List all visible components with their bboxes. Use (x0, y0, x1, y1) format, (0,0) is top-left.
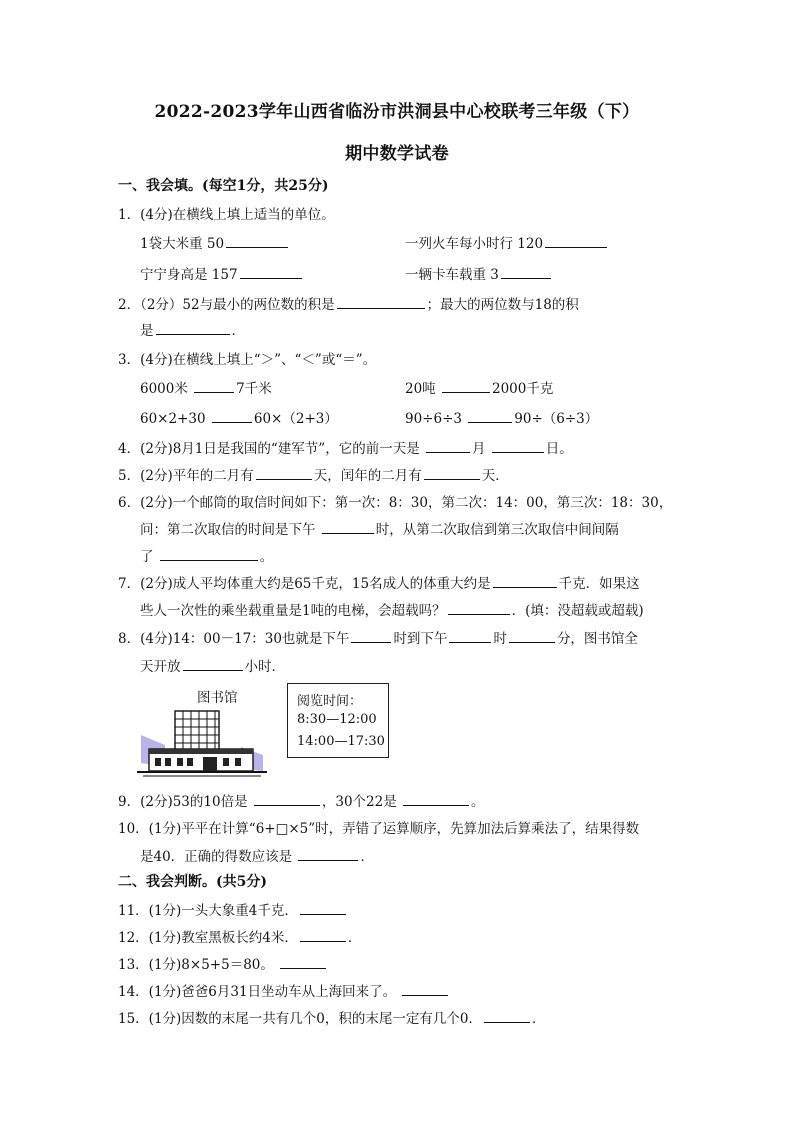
q5-line (118, 464, 509, 484)
q15-end: ． (531, 1011, 546, 1027)
answer-blank[interactable] (426, 439, 470, 453)
q3-a-right: 7千米 (236, 381, 272, 397)
q8-line2 (140, 655, 285, 675)
q5-part3: 天． (481, 468, 509, 484)
q13-line (118, 953, 328, 973)
q6-part1: 问：第二次取信的时间是下午 (140, 522, 316, 538)
answer-blank[interactable] (484, 1009, 530, 1023)
q10-part2: 是40．正确的得数应该是 (140, 849, 293, 865)
q3-a-left: 6000米 (140, 381, 188, 397)
answer-blank[interactable] (402, 982, 448, 996)
answer-blank[interactable] (442, 379, 490, 393)
hours-afternoon: 14:00—17:30 (297, 734, 385, 749)
answer-blank[interactable] (337, 295, 425, 309)
q1-item-c (140, 263, 304, 283)
answer-blank[interactable] (501, 265, 551, 279)
q3-c-right: 60×（2+3） (253, 411, 338, 427)
q8-part1: 8．(4分)14：00－17：30也就是下午 (118, 631, 350, 647)
q4-line (118, 437, 573, 457)
q12-end: ． (347, 930, 362, 946)
q3-b-right: 2000千克 (491, 381, 554, 397)
answer-blank[interactable] (448, 601, 510, 615)
q3-item-a (140, 377, 272, 397)
q12-text: 12．(1分)教室黑板长约4米． (118, 930, 298, 946)
q6-line1: 6．(2分)一个邮筒的取信时间如下：第一次：8：30，第二次：14：00，第三次：18：30， (118, 495, 673, 511)
q15-line (118, 1007, 545, 1027)
q3-item-c (140, 407, 338, 427)
q1-item-a (140, 232, 290, 252)
q11-text: 11．(1分)一头大象重4千克． (118, 903, 298, 919)
section-heading-fill: 一、我会填。(每空1分，共25分) (118, 178, 329, 194)
q3-b-left: 20吨 (405, 381, 436, 397)
answer-blank[interactable] (194, 379, 234, 393)
answer-blank[interactable] (254, 792, 320, 806)
q2-part1: 2．（2分）52与最小的两位数的积是 (118, 297, 335, 313)
q5-part2: 天，闰年的二月有 (313, 468, 422, 484)
answer-blank[interactable] (424, 466, 480, 480)
q5-part1: 5．(2分)平年的二月有 (118, 468, 254, 484)
q11-line (118, 899, 348, 919)
answer-blank[interactable] (183, 657, 243, 671)
q2-part3: 是 (140, 323, 154, 339)
answer-blank[interactable] (280, 955, 326, 969)
answer-blank[interactable] (298, 847, 358, 861)
q6-part3: 了 (140, 549, 154, 565)
answer-blank[interactable] (545, 234, 607, 248)
answer-blank[interactable] (492, 439, 544, 453)
q8-part6: 小时． (244, 659, 285, 675)
q9-line (118, 790, 485, 810)
q7-part4: ．(填：没超载或超载) (511, 603, 644, 619)
q1-item-d-text: 一辆卡车载重 3 (405, 267, 499, 283)
q6-part2: 时，从第二次取信到第三次取信中间间隔 (375, 522, 619, 538)
q10-line1: 10．(1分)平平在计算“6+□×5”时，弄错了运算顺序，先算加法后算乘法了，结果得数 (118, 821, 640, 837)
q9-part1: 9．(2分)53的10倍是 (118, 794, 248, 810)
q6-part4: 。 (259, 549, 274, 565)
q3-c-left: 60×2+30 (140, 411, 206, 427)
answer-blank[interactable] (226, 234, 288, 248)
answer-blank[interactable] (322, 520, 374, 534)
q1-item-c-text: 宁宁身高是 157 (140, 267, 238, 283)
q1-item-d (405, 263, 553, 283)
answer-blank[interactable] (156, 321, 230, 335)
q4-part3: 日。 (545, 441, 573, 457)
q7-part1: 7．(2分)成人平均体重大约是65千克，15名成人的体重大约是 (118, 576, 491, 592)
q2-end: ． (231, 323, 245, 339)
answer-blank[interactable] (240, 265, 302, 279)
answer-blank[interactable] (351, 629, 391, 643)
q4-part1: 4．(2分)8月1日是我国的“建军节”，它的前一天是 (118, 441, 420, 457)
q8-line1 (118, 627, 638, 647)
q2-line1 (118, 293, 579, 313)
section-heading-judge: 二、我会判断。(共5分) (118, 874, 267, 890)
answer-blank[interactable] (493, 574, 557, 588)
q2-line2 (140, 319, 245, 339)
q1-item-b (405, 232, 609, 252)
q1-item-a-text: 1袋大米重 50 (140, 236, 225, 252)
q9-part3: 。 (471, 794, 485, 810)
q14-line (118, 980, 450, 1000)
answer-blank[interactable] (468, 409, 512, 423)
hours-title: 阅览时间： (297, 694, 363, 709)
q12-line (118, 926, 361, 946)
q10-part3: ． (360, 849, 374, 865)
q3-d-right: 90÷（6÷3） (514, 411, 599, 427)
q10-line2 (140, 845, 374, 865)
reading-hours-box (287, 683, 389, 758)
answer-blank[interactable] (256, 466, 312, 480)
answer-blank[interactable] (300, 928, 346, 942)
q9-part2: ，30个22是 (321, 794, 397, 810)
q8-part5: 天开放 (140, 659, 181, 675)
library-label: 图书馆 (197, 690, 238, 706)
q1-stem: 1．(4分)在横线上填上适当的单位。 (118, 207, 335, 223)
exam-title-line2: 期中数学试卷 (345, 144, 449, 164)
q3-item-b (405, 377, 553, 397)
answer-blank[interactable] (160, 547, 258, 561)
q15-text: 15．(1分)因数的末尾一共有几个0，积的末尾一定有几个0． (118, 1011, 482, 1027)
q13-text: 13．(1分)8×5+5＝80。 (118, 957, 274, 973)
q2-part2: ；最大的两位数与18的积 (426, 297, 579, 313)
q7-part3: 些人一次性的乘坐载重量是1吨的电梯，会超载吗？ (140, 603, 446, 619)
answer-blank[interactable] (212, 409, 252, 423)
answer-blank[interactable] (300, 901, 346, 915)
answer-blank[interactable] (509, 629, 555, 643)
q4-part2: 月 (472, 441, 486, 457)
q7-line1 (118, 572, 640, 592)
q3-stem: 3．(4分)在横线上填上“＞”、“＜”或“＝”。 (118, 352, 377, 368)
answer-blank[interactable] (449, 629, 491, 643)
q14-text: 14．(1分)爸爸6月31日坐动车从上海回来了。 (118, 984, 397, 1000)
hours-morning: 8:30—12:00 (297, 712, 377, 727)
q6-line3 (140, 545, 273, 565)
q7-part2: 千克．如果这 (558, 576, 640, 592)
q3-d-left: 90÷6÷3 (405, 411, 462, 427)
answer-blank[interactable] (403, 792, 469, 806)
q8-part3: 时 (493, 631, 507, 647)
q7-line2 (140, 599, 644, 619)
q3-item-d (405, 407, 598, 427)
q8-part2: 时到下午 (393, 631, 448, 647)
exam-title-line1: 2022-2023学年山西省临汾市洪洞县中心校联考三年级（下） (154, 102, 640, 122)
library-building-icon (137, 705, 267, 780)
q1-item-b-text: 一列火车每小时行 120 (405, 236, 544, 252)
q8-part4: 分，图书馆全 (556, 631, 638, 647)
q6-line2 (140, 518, 619, 538)
